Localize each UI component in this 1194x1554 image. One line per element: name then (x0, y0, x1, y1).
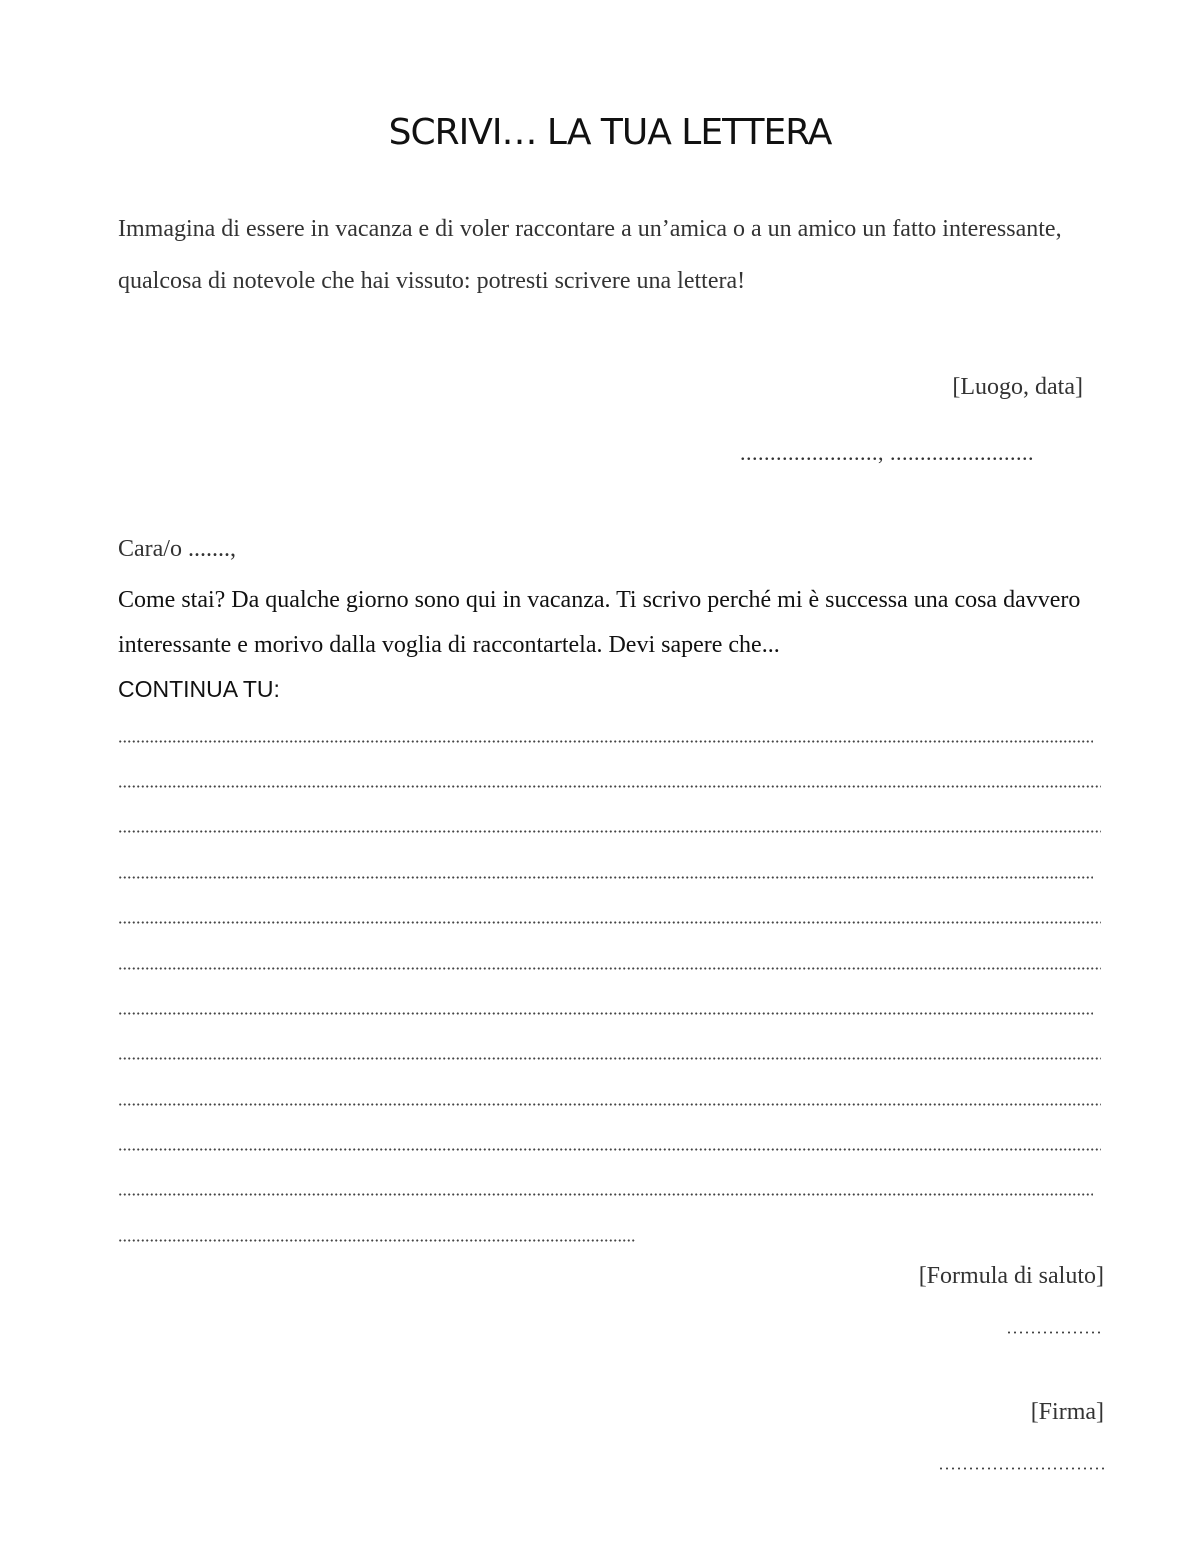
intro-paragraph: Immagina di essere in vacanza e di voler raccontare a un’amica o a un amico un fatto interessante, qualcosa di notevole che hai vissuto: potresti scrivere una lettera! (118, 216, 1062, 294)
closing-label: [Formula di saluto] (918, 1263, 1104, 1289)
writing-line[interactable] (118, 1148, 1101, 1151)
writing-line[interactable] (118, 876, 1093, 879)
signature-blank[interactable] (938, 1467, 1104, 1470)
writing-line[interactable] (118, 1239, 635, 1242)
letter-body: Come stai? Da qualche giorno sono qui in vacanza. Ti scrivo perché mi è successa una cosa davvero interessante e morivo dalla voglia di raccontartela. Devi sapere che... (118, 587, 1081, 658)
place-date-blank[interactable]: ......................., ........................ (740, 440, 1034, 465)
signature-label: [Firma] (1030, 1399, 1104, 1425)
writing-line[interactable] (118, 785, 1101, 788)
place-date-label: [Luogo, data] (952, 374, 1083, 400)
writing-line[interactable] (118, 740, 1093, 743)
writing-line[interactable] (118, 1103, 1101, 1106)
continue-prompt: CONTINUA TU: (118, 676, 280, 702)
writing-line[interactable] (118, 967, 1101, 970)
writing-line[interactable] (118, 1057, 1101, 1060)
writing-line[interactable] (118, 921, 1101, 924)
page-title: SCRIVI… LA TUA LETTERA (388, 112, 832, 153)
writing-line[interactable] (118, 830, 1101, 833)
writing-line[interactable] (118, 1193, 1093, 1196)
greeting: Cara/o ......., (118, 536, 236, 562)
writing-line[interactable] (118, 1012, 1093, 1015)
closing-blank[interactable] (1006, 1331, 1104, 1334)
